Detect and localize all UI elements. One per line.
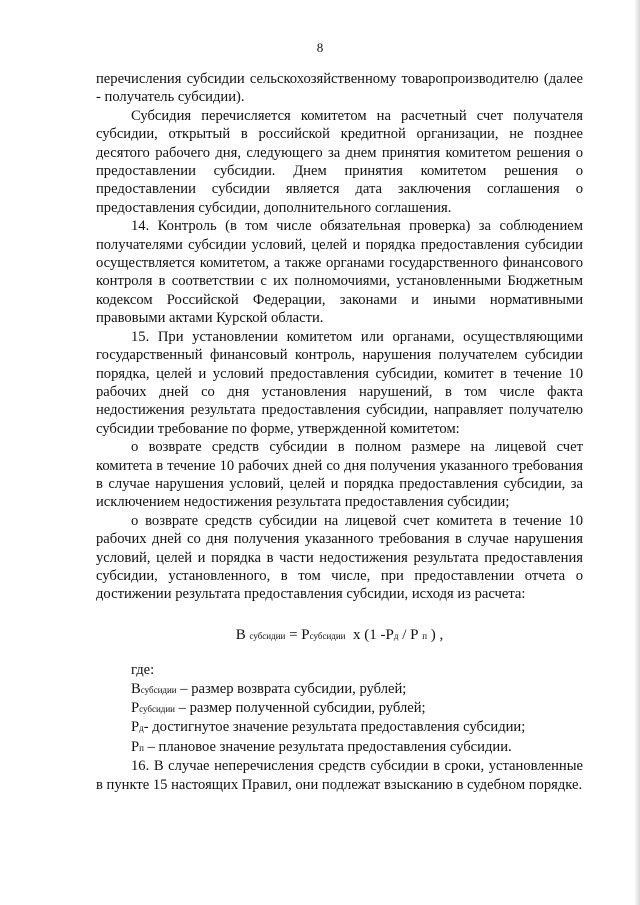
paragraph-clause-15: 15. При установлении комитетом или органами, осуществляющими государственный финансовый контроль, нарушения получателем субсидии порядка, целей и условий предоставления субсидии, комитет в течение 10 рабочих дней со дня установления нарушений, в том числе факта недостижения результата предоставления субсидии, направляет получателю субсидии требование по форме, утвержденной комитетом: xyxy=(96,328,583,437)
definition-item: Всубсидии – размер возврата субсидии, рублей; xyxy=(131,680,407,697)
where-label: где: xyxy=(131,662,155,679)
definition-item: Рп – плановое значение результата предоставления субсидии. xyxy=(131,738,512,755)
paragraph: о возврате средств субсидии на лицевой счет комитета в течение 10 рабочих дней со дня получения указанного требования в случае нарушения условий, целей и порядка в части недостижения результата предоставления субсидии, установленного, в том числе, при предоставлении отчета о достижении результата предоставления субсидии, исходя из расчета: xyxy=(96,512,583,603)
page-number: 8 xyxy=(316,40,324,55)
definition-item: Рд- достигнутое значение результата предоставления субсидии; xyxy=(131,719,526,736)
paragraph-clause-16: 16. В случае неперечисления средств субсидии в сроки, установленные в пункте 15 настоящих Правил, они подлежат взысканию в судебном порядке. xyxy=(96,758,583,793)
paragraph: о возврате средств субсидии в полном размере на лицевой счет комитета в течение 10 рабочих дней со дня получения указанного требования в случае нарушения условий, целей и порядка предоставления субсидии, за исключением недостижения результата предоставления субсидии; xyxy=(96,439,583,511)
refund-formula: В субсидии = Рсубсидии х (1 -Рд / Р п ) , xyxy=(235,626,444,643)
paragraph: Субсидия перечисляется комитетом на расчетный счет получателя субсидии, открытый в российской кредитной организации, не позднее десятого рабочего дня, следующего за днем принятия комитетом решения о предоставлении субсидии. Днем принятия комитетом решения о предоставлении субсидии является дата заключения соглашения о предоставления субсидии, дополнительного соглашения. xyxy=(96,107,583,216)
page-edge-shadow xyxy=(634,0,640,905)
paragraph-clause-14: 14. Контроль (в том числе обязательная проверка) за соблюдением получателями субсидии условий, целей и порядка предоставления субсидии осуществляется комитетом, а также органами государственного финансового контроля в соответствии с их полномочиями, установленными Бюджетным кодексом Российской Федерации, законами и иными нормативными правовыми актами Курской области. xyxy=(96,218,583,327)
definition-item: Рсубсидии – размер полученной субсидии, рублей; xyxy=(131,700,426,716)
document-body xyxy=(96,70,583,794)
paragraph: перечисления субсидии сельскохозяйственному товаропроизводителю (далее - получатель субсидии). xyxy=(96,71,583,106)
